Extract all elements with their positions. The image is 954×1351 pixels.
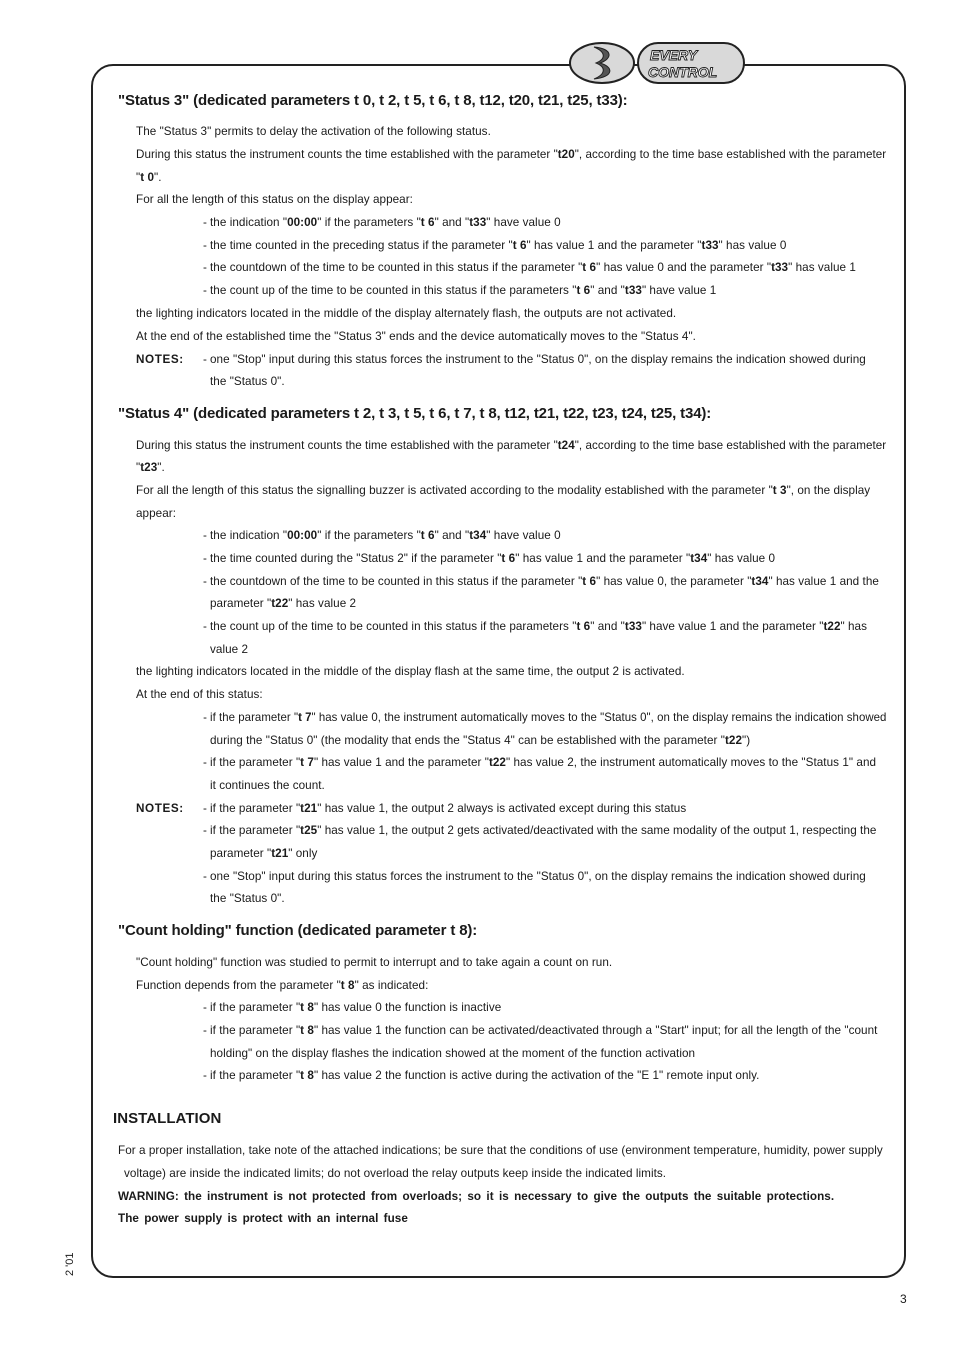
installation-p1-cont: voltage) are inside the indicated limits; do not overload the relay outputs keep inside the indicated limits. (124, 1167, 667, 1180)
holding-bullet-2: - if the parameter "t 8" has value 1 the function can be activated/deactivated through a "Start" input; for all the length of the "count (203, 1024, 878, 1037)
status3-p2-cont: "t 0". (136, 171, 162, 184)
status4-notes-label: NOTES: (136, 802, 184, 815)
status4-end-2: - if the parameter "t 7" has value 1 and the parameter "t22" has value 2, the instrument automatically moves to the "Status 1" and (203, 756, 877, 769)
holding-p1: "Count holding" function was studied to permit to interrupt and to take again a count on run. (136, 956, 613, 969)
status3-p5: At the end of the established time the "Status 3" ends and the device automatically moves to the "Status 4". (136, 330, 696, 343)
status3-p1: The "Status 3" permits to delay the activation of the following status. (136, 125, 491, 138)
logo-line2: CONTROL (648, 64, 718, 80)
status4-bullet-4: - the count up of the time to be counted in this status if the parameters "t 6" and "t33" have value 1 and the parameter "t22" has (203, 620, 868, 633)
status3-notes-label: NOTES: (136, 353, 184, 366)
status4-p1: During this status the instrument counts the time established with the parameter "t24", according to the time base established with the parameter (136, 439, 887, 452)
status4-bullet-3-cont: parameter "t22" has value 2 (210, 597, 357, 610)
status4-bullet-3: - the countdown of the time to be counted in this status if the parameter "t 6" has value 0, the parameter "t34" has value 1 and the (203, 575, 879, 588)
status3-heading: "Status 3" (dedicated parameters t 0, t 2, t 5, t 6, t 8, t12, t20, t21, t25, t33): (118, 92, 628, 109)
status4-note-1: - if the parameter "t21" has value 1, the output 2 always is activated except during this status (203, 802, 687, 815)
status4-note-2: - if the parameter "t25" has value 1, the output 2 gets activated/deactivated with the same modality of the output 1, respecting the (203, 824, 877, 837)
status4-end-2-cont: it continues the count. (210, 779, 325, 792)
status3-bullet-4: - the count up of the time to be counted in this status if the parameters "t 6" and "t33" have value 1 (203, 284, 717, 297)
status3-bullet-1: - the indication "00:00" if the parameters "t 6" and "t33" have value 0 (203, 216, 561, 229)
holding-bullet-1: - if the parameter "t 8" has value 0 the function is inactive (203, 1001, 502, 1014)
status3-p4: the lighting indicators located in the middle of the display alternately flash, the outputs are not activated. (136, 307, 677, 320)
installation-fuse-note: The power supply is protect with an internal fuse (118, 1212, 408, 1225)
holding-p2: Function depends from the parameter "t 8" as indicated: (136, 979, 429, 992)
status4-bullet-2: - the time counted during the "Status 2" if the parameter "t 6" has value 1 and the parameter "t34" has value 0 (203, 552, 776, 565)
installation-warning: WARNING: the instrument is not protected from overloads; so it is necessary to give the outputs the suitable protections. (118, 1190, 835, 1203)
status3-bullet-2: - the time counted in the preceding status if the parameter "t 6" has value 1 and the parameter "t33" has value 0 (203, 239, 787, 252)
status4-p4: At the end of this status: (136, 688, 263, 701)
revision-date: 2 '01 (64, 1252, 76, 1276)
status4-heading: "Status 4" (dedicated parameters t 2, t 3, t 5, t 6, t 7, t 8, t12, t21, t22, t23, t24, t25, t34): (118, 405, 712, 422)
status3-note-1: - one "Stop" input during this status forces the instrument to the "Status 0", on the display remains the indication showed during (203, 353, 866, 366)
status4-end-1: - if the parameter "t 7" has value 0, the instrument automatically moves to the "Status 0", on the display remains the indication showed (203, 711, 887, 724)
installation-title: INSTALLATION (113, 1110, 222, 1127)
status4-note-2-cont: parameter "t21" only (210, 847, 318, 860)
holding-heading: "Count holding" function (dedicated parameter t 8): (118, 922, 478, 939)
status4-p3: the lighting indicators located in the middle of the display flash at the same time, the output 2 is activated. (136, 665, 685, 678)
status4-note-3-cont: the "Status 0". (210, 892, 285, 905)
status4-bullet-4-cont: value 2 (210, 643, 249, 656)
status4-end-1-cont: during the "Status 0" (the modality that ends the "Status 4" can be established with the parameter "t22") (210, 734, 751, 747)
status4-p2: For all the length of this status the signalling buzzer is activated according to the modality established with the parameter "t 3", on the display (136, 484, 871, 497)
holding-bullet-2-cont: holding" on the display flashes the indication showed at the moment of the function activation (210, 1047, 696, 1060)
status3-p2: During this status the instrument counts the time established with the parameter "t20", according to the time base established with the parameter (136, 148, 887, 161)
holding-bullet-3: - if the parameter "t 8" has value 2 the function is active during the activation of the "E 1" remote input only. (203, 1069, 760, 1082)
page-number: 3 (900, 1292, 907, 1306)
installation-p1: For a proper installation, take note of the attached indications; be sure that the conditions of use (environment temperature, humidity, power supply (118, 1144, 883, 1157)
status4-p2-cont: appear: (136, 507, 176, 520)
status3-note-1-cont: the "Status 0". (210, 375, 285, 388)
logo-line1: EVERY (650, 47, 698, 63)
status3-bullet-3: - the countdown of the time to be counted in this status if the parameter "t 6" has value 0 and the parameter "t33" has value 1 (203, 261, 856, 274)
status4-bullet-1: - the indication "00:00" if the parameters "t 6" and "t34" have value 0 (203, 529, 561, 542)
status4-p1-cont: "t23". (136, 461, 165, 474)
status3-p3: For all the length of this status on the display appear: (136, 193, 413, 206)
status4-note-3: - one "Stop" input during this status forces the instrument to the "Status 0", on the display remains the indication showed during (203, 870, 866, 883)
